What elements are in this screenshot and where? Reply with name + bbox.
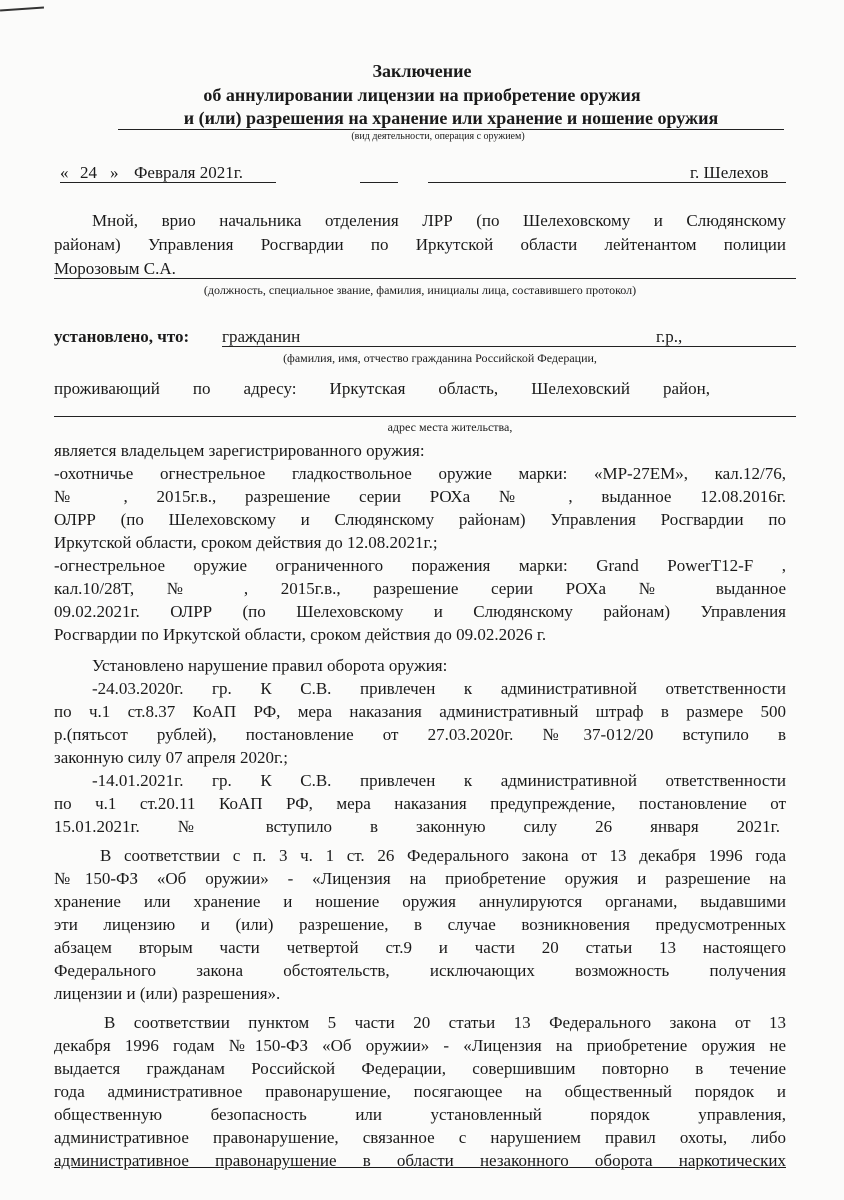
document-subtitle-2: и (или) разрешения на хранение или хранение и ношение оружия: [118, 107, 784, 130]
document-title: Заключение: [372, 61, 472, 81]
citizen-word: гражданин: [222, 327, 301, 346]
body-line-18: В соответствии с п. 3 ч. 1 ст. 26 Федерального закона от 13 декабря 1996 года: [100, 846, 786, 865]
body-line-24: лицензии и (или) разрешения».: [54, 984, 281, 1003]
body-line-23: Федерального закона обстоятельств, исключающих возможность получения: [54, 961, 786, 980]
body-line-10: Установлено нарушение правил оборота оружия:: [92, 656, 448, 675]
body-line-11: -24.03.2020г. гр. К С.В. привлечен к административной ответственности: [92, 679, 786, 698]
author-underline: [54, 278, 796, 279]
body-line-5: Иркутской области, сроком действия до 12.08.2021г.;: [54, 533, 438, 552]
date-underline: [60, 182, 276, 183]
pen-mark: [0, 6, 44, 11]
activity-hint: (вид деятельности, операция с оружием): [351, 131, 525, 142]
citizen-underline: [222, 346, 796, 347]
body-line-21: эти лицензию и (или) разрешение, в случае возникновения предусмотренных: [54, 915, 786, 934]
body-line-14: законную силу 07 апреля 2020г.;: [54, 748, 288, 767]
body-line-4: ОЛРР (по Шелеховскому и Слюдянскому районам) Управления Росгвардии по: [54, 510, 786, 529]
blank-underline: [360, 182, 398, 183]
date-month-year: Февраля 2021г.: [134, 163, 244, 182]
author-line-1: Мной, врио начальника отделения ЛРР (по Шелеховскому и Слюдянскому: [92, 211, 786, 230]
city: г. Шелехов: [690, 163, 769, 182]
birth-year-label: г.р.,: [656, 327, 683, 346]
document-subtitle-1: об аннулировании лицензии на приобретение оружия: [203, 85, 641, 105]
body-line-7: кал.10/28Т, № , 2015г.в., разрешение серии РОХа № выданное: [54, 579, 786, 598]
address-hint: адрес места жительства,: [387, 420, 513, 434]
body-line-28: года административное правонарушение, посягающее на общественный порядок и: [54, 1082, 786, 1101]
body-line-17: 15.01.2021г. № вступило в законную силу 26 января 2021г.: [54, 817, 780, 836]
body-line-25: В соответствии пунктом 5 части 20 статьи 13 Федерального закона от 13: [104, 1013, 786, 1032]
body-line-8: 09.02.2021г. ОЛРР (по Шелеховскому и Слюдянскому районам) Управления: [54, 602, 786, 621]
body-line-29: общественную безопасность или установленный порядок управления,: [54, 1105, 786, 1124]
body-line-9: Росгвардии по Иркутской области, сроком действия до 09.02.2026 г.: [54, 625, 547, 644]
body-line-19: №150-ФЗ «Об оружии» - «Лицензия на приобретение оружия и разрешение на: [54, 869, 786, 888]
author-line-2: районам) Управления Росгвардии по Иркутской области лейтенантом полиции: [54, 235, 786, 254]
body-line-6: -огнестрельное оружие ограниченного поражения марки: Grand PowerT12-F ,: [54, 556, 786, 575]
body-line-12: по ч.1 ст.8.37 КоАП РФ, мера наказания административный штраф в размере 500: [54, 702, 786, 721]
body-line-3: № , 2015г.в., разрешение серии РОХа № , выданное 12.08.2016г.: [54, 487, 786, 506]
body-line-15: -14.01.2021г. гр. К С.В. привлечен к административной ответственности: [92, 771, 786, 790]
body-line-30: административное правонарушение, связанное с нарушением правил охоты, либо: [54, 1128, 786, 1147]
author-hint: (должность, специальное звание, фамилия, инициалы лица, составившего протокол): [203, 283, 637, 297]
established-label: установлено, что:: [54, 327, 190, 346]
date-open-quote: «: [60, 163, 69, 182]
body-line-27: выдается гражданам Российской Федерации, совершившим повторно в течение: [54, 1059, 786, 1078]
body-line-26: декабря 1996 годам №150-ФЗ «Об оружии» - «Лицензия на приобретение оружия не: [54, 1036, 786, 1055]
body-line-31: административное правонарушение в области незаконного оборота наркотических: [54, 1151, 786, 1170]
address-underline: [54, 416, 796, 417]
date-close-quote: »: [110, 163, 119, 182]
body-line-22: абзацем вторым части четвертой ст.9 и части 20 статьи 13 настоящего: [54, 938, 786, 957]
body-line-13: р.(пятьсот рублей), постановление от 27.03.2020г. №37-012/20 вступило в: [54, 725, 786, 744]
body-line-2: -охотничье огнестрельное гладкоствольное оружие марки: «МР-27ЕМ», кал.12/76,: [54, 464, 786, 483]
author-line-3: Морозовым С.А.: [54, 259, 176, 278]
date-day: 24: [80, 163, 97, 182]
body-line-16: по ч.1 ст.20.11 КоАП РФ, мера наказания предупреждение, постановление от: [54, 794, 786, 813]
body-line-1: является владельцем зарегистрированного оружия:: [54, 441, 425, 460]
address-line: проживающий по адресу: Иркутская область, Шелеховский район,: [54, 379, 710, 398]
citizen-hint: (фамилия, имя, отчество гражданина Российской Федерации,: [283, 351, 597, 365]
body-line-20: хранение или хранение и ношение оружия аннулируются органами, выдавшими: [54, 892, 786, 911]
